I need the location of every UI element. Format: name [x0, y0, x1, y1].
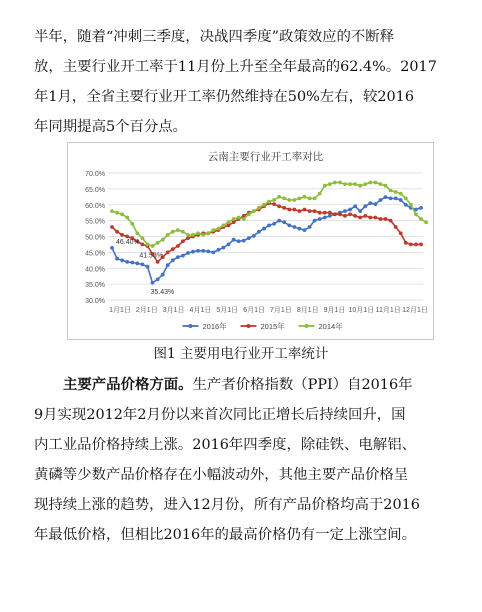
data-point: [277, 219, 281, 223]
data-point: [252, 209, 256, 213]
data-point: [166, 251, 170, 255]
paragraph-2-line: 9月实现2012年2月份以来首次同比正增长后持续回升，国: [34, 407, 406, 423]
data-point: [222, 246, 226, 250]
data-point: [414, 243, 418, 247]
data-point: [348, 182, 352, 186]
data-point: [323, 211, 327, 215]
data-point: [247, 236, 251, 240]
data-point: [338, 181, 342, 185]
data-point: [161, 273, 165, 277]
data-point: [110, 246, 114, 250]
legend-marker: [189, 324, 193, 328]
data-point: [308, 197, 312, 201]
data-point: [368, 216, 372, 220]
data-point: [358, 184, 362, 188]
data-point: [232, 217, 236, 221]
data-point: [227, 220, 231, 224]
data-point: [298, 197, 302, 201]
data-point: [171, 258, 175, 262]
x-tick-label: 6月1日: [243, 307, 265, 314]
data-point: [196, 249, 200, 253]
data-point: [384, 217, 388, 221]
paragraph-1-line: 半年，随着“冲刺三季度，决战四季度”政策效应的不断释: [34, 29, 395, 45]
data-point: [201, 233, 205, 237]
y-tick-label: 50.0%: [85, 234, 105, 242]
data-point: [394, 197, 398, 201]
data-point: [282, 206, 286, 210]
data-point: [374, 181, 378, 185]
data-point: [293, 208, 297, 212]
data-point: [318, 211, 322, 215]
data-point: [196, 231, 200, 235]
data-point: [353, 182, 357, 186]
line-chart: [68, 143, 433, 339]
data-point: [384, 195, 388, 199]
x-tick-label: 9月1日: [323, 307, 346, 314]
data-point: [181, 230, 185, 234]
data-point: [156, 241, 160, 245]
data-point: [151, 244, 155, 248]
data-point: [166, 263, 170, 267]
data-point: [287, 198, 291, 202]
data-point: [384, 184, 388, 188]
data-point: [141, 243, 145, 247]
x-tick-label: 1月1日: [109, 307, 131, 314]
data-point: [303, 208, 307, 212]
data-point: [125, 235, 129, 239]
chart-title: 云南主要行业开工率对比: [207, 151, 324, 163]
y-tick-label: 40.0%: [85, 266, 105, 274]
paragraph-2-line: 年最低价格，但相比2016年的最高价格仍有一定上涨空间。: [34, 527, 416, 543]
data-point: [287, 208, 291, 212]
data-point: [171, 247, 175, 251]
paragraph-2-first-line: [34, 370, 454, 400]
paragraph-2: [34, 370, 454, 550]
data-point: [247, 212, 251, 216]
data-point: [358, 216, 362, 220]
data-point: [181, 254, 185, 258]
legend-marker: [305, 324, 309, 328]
data-point: [363, 182, 367, 186]
x-tick-label: 7月1日: [270, 307, 292, 314]
data-point: [242, 239, 246, 243]
data-point: [379, 198, 383, 202]
data-point: [272, 198, 276, 202]
data-point: [394, 190, 398, 194]
data-point: [272, 222, 276, 226]
data-point: [267, 200, 271, 204]
data-point: [141, 263, 145, 267]
data-point: [252, 234, 256, 238]
data-point: [328, 211, 332, 215]
x-tick-label: 4月1日: [189, 307, 212, 314]
data-point: [313, 209, 317, 213]
data-point: [120, 233, 124, 237]
paragraph-1-line: 年同期提高5个百分点。: [34, 119, 188, 135]
x-tick-label: 2月1日: [135, 307, 158, 314]
data-point: [419, 217, 423, 221]
data-point: [272, 202, 276, 206]
data-point: [166, 233, 170, 237]
data-point: [424, 220, 428, 224]
data-point: [298, 209, 302, 213]
data-point: [135, 231, 139, 235]
paragraph-2-line: 内工业品价格持续上涨。2016年四季度，除硅铁、电解铝、: [34, 437, 416, 453]
x-tick-label: 8月1日: [296, 307, 319, 314]
data-point: [394, 225, 398, 229]
data-point: [313, 197, 317, 201]
data-point: [257, 206, 261, 210]
data-point: [293, 225, 297, 229]
data-point: [110, 209, 114, 213]
data-point: [333, 181, 337, 185]
x-tick-label: 10月1日: [348, 307, 375, 314]
paragraph-2-line: 现持续上涨的趋势，进入12月份，所有产品价格均高于2016: [34, 497, 420, 513]
data-point: [353, 214, 357, 218]
y-tick-label: 30.0%: [85, 298, 105, 305]
data-point: [237, 239, 241, 243]
data-point: [156, 260, 160, 264]
data-point: [120, 258, 124, 262]
y-tick-label: 70.0%: [85, 171, 105, 178]
data-point: [267, 224, 271, 228]
paragraph-1: [34, 22, 454, 142]
data-point: [399, 231, 403, 235]
data-point: [323, 216, 327, 220]
data-point: [232, 238, 236, 242]
data-point: [135, 262, 139, 266]
legend-label: 2015年: [260, 322, 285, 331]
data-point: [404, 241, 408, 245]
data-point: [191, 233, 195, 237]
data-point: [282, 197, 286, 201]
data-point: [156, 278, 160, 282]
data-point: [389, 219, 393, 223]
data-point: [176, 255, 180, 259]
data-point: [287, 224, 291, 228]
data-point: [146, 265, 150, 269]
data-point: [211, 251, 215, 255]
data-point: [186, 251, 190, 255]
y-tick-label: 35.0%: [85, 282, 105, 290]
data-point: [176, 244, 180, 248]
section-lead: 主要产品价格方面。: [63, 376, 193, 393]
data-point: [338, 212, 342, 216]
data-point: [379, 182, 383, 186]
data-point: [419, 206, 423, 210]
data-point: [115, 257, 119, 261]
data-point: [404, 203, 408, 207]
paragraph-1-line: 年1月，全省主要行业开工率仍然维持在50%左右，较2016: [34, 89, 414, 105]
data-point: [151, 281, 155, 285]
data-point: [333, 212, 337, 216]
data-point: [222, 224, 226, 228]
data-point: [323, 184, 327, 188]
data-point: [293, 198, 297, 202]
data-point: [217, 248, 221, 252]
data-point: [237, 216, 241, 220]
data-point: [363, 204, 367, 208]
data-point: [343, 182, 347, 186]
data-point: [419, 243, 423, 247]
data-point: [358, 209, 362, 213]
y-tick-label: 45.0%: [85, 250, 105, 258]
y-tick-label: 65.0%: [85, 186, 105, 194]
data-point: [186, 233, 190, 237]
data-point: [257, 230, 261, 234]
data-point: [282, 220, 286, 224]
paragraph-1-line: 放，主要行业开工率于11月份上升至全年最高的62.4%。2017: [34, 59, 437, 75]
data-point: [120, 212, 124, 216]
data-point: [161, 238, 165, 242]
data-point: [313, 219, 317, 223]
data-point: [318, 217, 322, 221]
data-point: [262, 227, 266, 231]
data-point: [399, 198, 403, 202]
data-point: [343, 209, 347, 213]
data-label: 46.40%: [116, 238, 140, 246]
data-point: [308, 225, 312, 229]
x-tick-label: 3月1日: [162, 307, 185, 314]
data-point: [409, 203, 413, 207]
x-tick-label: 11月1日: [375, 307, 401, 314]
data-point: [399, 192, 403, 196]
data-point: [211, 228, 215, 232]
data-point: [353, 204, 357, 208]
data-point: [146, 243, 150, 247]
data-point: [298, 227, 302, 231]
data-point: [141, 236, 145, 240]
data-point: [206, 231, 210, 235]
data-point: [277, 204, 281, 208]
data-point: [277, 195, 281, 199]
x-tick-label: 12月1日: [402, 307, 428, 314]
data-point: [374, 216, 378, 220]
data-point: [318, 192, 322, 196]
data-point: [389, 197, 393, 201]
paragraph-2-text: 生产者价格指数（PPI）自2016年: [192, 377, 413, 393]
data-point: [181, 239, 185, 243]
chart-figure: [67, 142, 434, 340]
series-line: [112, 197, 421, 283]
figure-caption: 图1 主要用电行业开工率统计: [153, 346, 329, 362]
data-point: [389, 189, 393, 193]
data-point: [409, 243, 413, 247]
data-point: [176, 228, 180, 232]
data-point: [348, 212, 352, 216]
data-point: [115, 211, 119, 215]
paragraph-2-line: 黄磷等少数产品价格存在小幅波动外，其他主要产品价格呈: [34, 467, 409, 483]
data-point: [130, 222, 134, 226]
x-tick-label: 5月1日: [216, 307, 239, 314]
data-label: 35.43%: [150, 288, 175, 296]
data-point: [374, 202, 378, 206]
data-point: [262, 203, 266, 207]
data-point: [363, 214, 367, 218]
data-point: [115, 230, 119, 234]
data-point: [125, 216, 129, 220]
data-label: 41.53%: [139, 252, 164, 260]
data-point: [217, 227, 221, 231]
data-point: [368, 201, 372, 205]
data-point: [206, 250, 210, 254]
data-point: [303, 228, 307, 232]
y-tick-label: 60.0%: [85, 202, 105, 210]
legend-label: 2014年: [318, 322, 343, 331]
data-point: [191, 250, 195, 254]
data-point: [130, 261, 134, 265]
data-point: [379, 217, 383, 221]
data-point: [242, 217, 246, 221]
data-point: [343, 214, 347, 218]
data-point: [348, 208, 352, 212]
data-point: [414, 212, 418, 216]
data-point: [110, 225, 114, 229]
data-point: [404, 197, 408, 201]
data-point: [328, 182, 332, 186]
y-tick-label: 55.0%: [85, 218, 105, 226]
data-point: [303, 195, 307, 199]
data-point: [308, 209, 312, 213]
legend-label: 2016年: [202, 322, 227, 331]
data-point: [125, 260, 129, 264]
data-point: [227, 243, 231, 247]
data-point: [368, 181, 372, 185]
data-point: [201, 249, 205, 253]
legend-marker: [247, 324, 251, 328]
data-point: [171, 230, 175, 234]
